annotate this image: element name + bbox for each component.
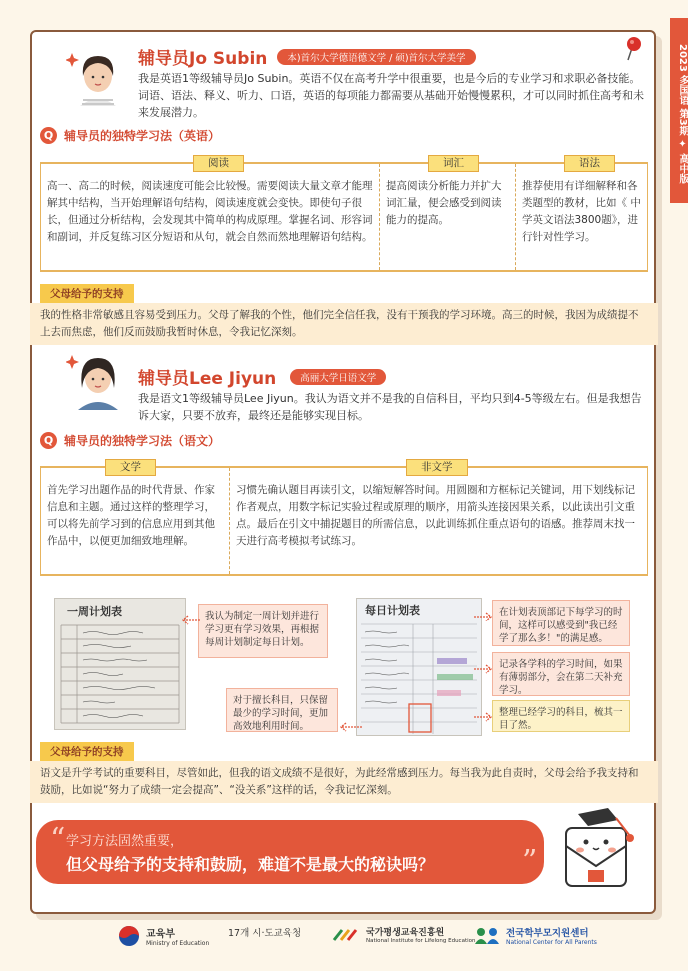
moe-sub: Ministry of Education [146, 940, 210, 947]
arrow-icon [338, 718, 362, 737]
weekly-planner-title: 一周计划表 [67, 605, 122, 618]
grammar-tag: 语法 [564, 155, 615, 172]
mentor2-school-badge: 高丽大学日语文学 [290, 369, 386, 385]
offices-name: 17개 시·도교육청 [228, 928, 302, 939]
daily-planner-photo [356, 598, 482, 736]
mentor1-method-box [40, 157, 648, 272]
mentor2-avatar [66, 348, 130, 416]
mentor2-name: 辅导员Lee Jiyun [138, 369, 277, 389]
weekly-planner-photo [54, 598, 186, 730]
grammar-column [515, 157, 649, 270]
quote-open-mark: “ [50, 822, 66, 857]
vocab-column [379, 157, 515, 270]
strong-subject-note: 对于擅长科目，只保留最少的学习时间，更加高效地利用时间。 [226, 688, 338, 732]
reading-column [41, 157, 379, 270]
mentor1-intro: 我是英语1等级辅导员Jo Subin。英语不仅在高考升学中很重要，也是今后的专业学习和求职必备技能。词语、语法、释义、听力、口语，英语的每项能力都需要从基础开始慢慢累积，才可以同时抓住高考和未来发展潜力。 [138, 72, 644, 119]
mentor2-parent-label: 父母给予的支持 [40, 742, 134, 761]
arrow-icon [474, 660, 494, 679]
parents-center-logo-icon [474, 926, 500, 946]
quote-bubble [36, 820, 544, 884]
vocab-tag: 词汇 [428, 155, 479, 172]
mentor1-parent-text: 我的性格非常敏感且容易受到压力。父母了解我的个性，他们完全信任我，没有干预我的学习环境。高三的时候，我因为成绩提不上去而焦虑，他们反而鼓励我暂时休息，令我记忆深刻。 [30, 303, 658, 345]
literature-tag: 文学 [105, 459, 156, 476]
nile-logo-icon [332, 926, 360, 944]
daily-planner-title: 每日计划表 [365, 604, 420, 617]
mentor1-parent-label: 父母给予的支持 [40, 284, 134, 303]
daily-organize-note: 整理已经学习的科目，梳其一目了然。 [492, 700, 630, 732]
parents-center-name: 전국학부모지원센터 [506, 928, 589, 939]
arrow-icon [474, 708, 494, 727]
quote-line2: 但父母给予的支持和鼓励，难道不是最大的秘诀吗？ [66, 855, 435, 874]
arrow-icon [474, 606, 494, 625]
grammar-text: 推荐使用有详细解释和各类题型的教材，比如《 中学英文语法3800题》，进行针对性学习。 [522, 180, 641, 243]
nonliterature-column [229, 461, 649, 574]
parents-center-sub: National Center for All Parents [506, 939, 597, 946]
nonliterature-tag: 非文学 [406, 459, 468, 476]
mentor1-method-title: 辅导员的独特学习法（英语） [64, 129, 221, 143]
mentor2-intro: 我是语文1等级辅导员Lee Jiyun。我认为语文并不是我的自信科目，平均只到4-5等级左右。但是我想告诉大家，只要不放弃，最终还是能够实现目标。 [138, 392, 642, 422]
quote-line1: 学习方法固然重要， [66, 834, 184, 849]
question-icon: Q [40, 127, 57, 144]
mentor1-name: 辅导员Jo Subin [138, 49, 268, 69]
mentor1-school-badge: 本)首尔大学德语德文学 / 硕)首尔大学美学 [277, 49, 475, 65]
pushpin-icon [624, 36, 644, 66]
weekly-note: 我认为制定一周计划并进行学习更有学习效果，再根据每周计划制定每日计划。 [198, 604, 328, 658]
moe-logo-icon [118, 925, 140, 947]
mentor1-avatar [66, 46, 130, 114]
vocab-text: 提高阅读分析能力并扩大词汇量，便会感受到阅读能力的提高。 [386, 180, 502, 226]
footer-nile [332, 925, 475, 944]
mentor2-parent-text: 语文是升学考试的重要科目，尽管如此，但我的语文成绩不是很好，为此经常感到压力。每当我为此自责时，父母会给予我支持和鼓励，比如说“努力了成绩一定会提高”、“没关系”这样的话，令我记忆深刻。 [30, 761, 658, 803]
reading-tag: 阅读 [193, 155, 244, 172]
mentor2-method-title: 辅导员的独特学习法（语文） [64, 434, 221, 448]
question-icon: Q [40, 432, 57, 449]
mascot-icon [548, 806, 644, 906]
literature-text: 首先学习出题作品的时代背景、作家信息和主题。通过这样的整理学习，可以将先前学习到的信息应用到其他作品中，以便更加细致地理解。 [47, 484, 215, 547]
footer-education-offices [228, 925, 301, 939]
mentor2-method-box [40, 461, 648, 576]
nonliterature-text: 习惯先确认题目再读引文，以缩短解答时间。用圆圈和方框标记关键词，用下划线标记作者观点，用数字标记实验过程或原理的顺序，用箭头连接因果关系，以此读出引文重点。最后在引文中捕捉题目的所需信息，以此训练抓住重点语句的语感。推荐周末找一天进行高考模拟考试练习。 [236, 484, 635, 547]
literature-column [41, 461, 229, 574]
nile-name: 국가평생교육진흥원 [366, 928, 445, 938]
moe-name: 교육부 [146, 929, 175, 940]
footer-parents-center [474, 925, 597, 946]
issue-side-tab: 2023 多国语 第3期 ✦ 高中版 [670, 18, 688, 203]
footer-moe [118, 925, 209, 947]
daily-subject-note: 记录各学科的学习时间，如果有薄弱部分，会在第二天补充学习。 [492, 652, 630, 696]
nile-sub: National Institute for Lifelong Education [366, 938, 476, 944]
reading-text: 高一、高二的时候，阅读速度可能会比较慢。需要阅读大量文章才能理解其中结构，当开始理解语句结构，阅读速度就会变快。即使句子很长，但通过分析结构，会发现其中简单的构成原理。掌握名词、形容词和副词，并反复练习区分短语和从句，就会自然而然地理解语句结构。 [47, 180, 373, 243]
quote-close-mark: ” [522, 844, 538, 879]
daily-top-note: 在计划表顶部记下每学习的时间，这样可以感受到"我已经学了那么多！"的满足感。 [492, 600, 630, 646]
arrow-icon [180, 610, 200, 629]
